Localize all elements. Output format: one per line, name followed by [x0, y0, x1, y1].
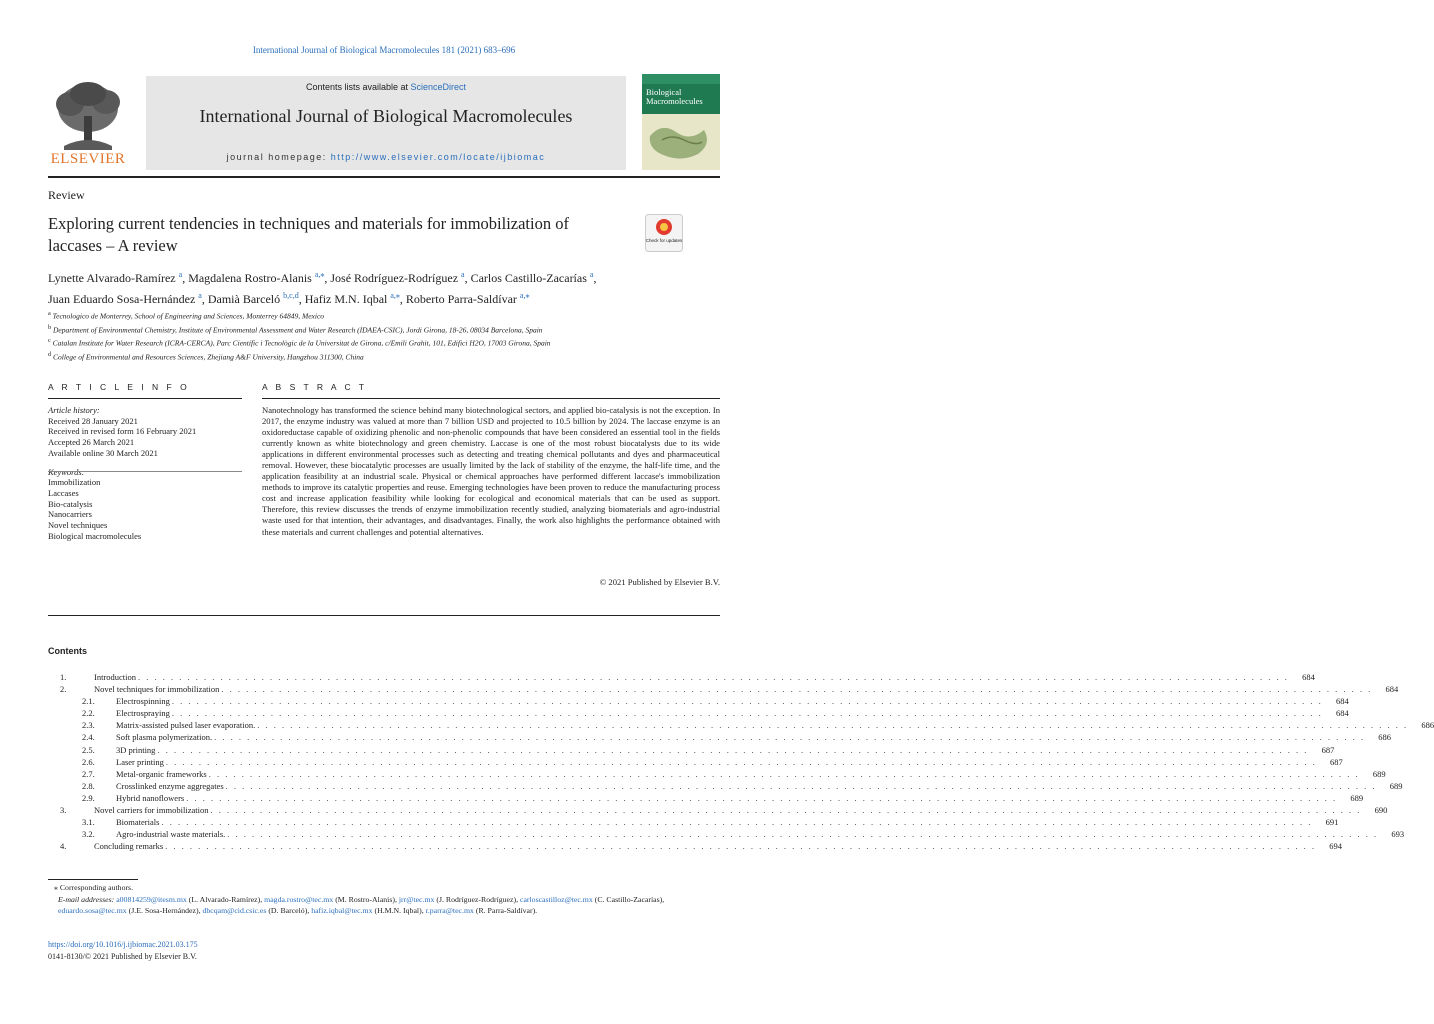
toc-leader-dots: . . . . . . . . . . . . . . . . . . . . . . . . . . . . . . . . . . . . . . . . . . . . . . . . . . . . . . . . . . . . . . . . . . . . . . . . . . . . . . . . . . . . . . . . . . . . . . . . . . . . . . . . . . . . . . . . . . . . . . . . . . . . . . . . . . . . . . . . . . . . [171, 696, 1323, 707]
toc-number: 2.3. [82, 720, 95, 731]
abstract-rule [262, 398, 720, 399]
article-info-rule [48, 398, 242, 399]
toc-label: Electrospraying [116, 708, 170, 719]
author-list: Lynette Alvarado-Ramírez $^a$, Magdalena Rostro-Alanis $^{a,⁎}$, José Rodríguez-Rodríguez $^a$, Carlos Castillo-Zacarías $^a$, Juan Eduardo Sosa-Hernández $^a$, Damià Barceló $^{b,c,d}$, Hafiz M.N. Iqbal $^{a,⁎}$, Roberto Parra-Saldívar $^{a,⁎}$ [48, 270, 597, 306]
affiliation-text: College of Environmental and Resources Sciences, Zhejiang A&F University, Hangzhou 311300, China [53, 352, 364, 361]
author-name[interactable]: Magdalena Rostro-Alanis [188, 271, 312, 285]
toc-page: 693 [1391, 829, 1405, 840]
toc-label: Concluding remarks [94, 841, 164, 852]
toc-page: 684 [1385, 684, 1399, 695]
history-label: Article history: [48, 405, 100, 415]
history-entry: Available online 30 March 2021 [48, 447, 158, 458]
toc-entry[interactable] [48, 695, 1349, 707]
email-link[interactable]: a00814259@itesm.mx [116, 894, 187, 904]
history-entry: Accepted 26 March 2021 [48, 437, 135, 448]
email-link[interactable]: carloscastilloz@tec.mx [519, 894, 593, 904]
keyword: Laccases [48, 487, 79, 498]
email-link[interactable]: jrr@tec.mx [398, 894, 435, 904]
toc-label: Laser printing [116, 756, 164, 767]
toc-number: 3. [60, 805, 67, 816]
affiliation-mark: c [48, 337, 51, 344]
toc-number: 3.2. [82, 829, 95, 840]
toc-entry[interactable] [48, 756, 1343, 768]
toc-leader-dots: . . . . . . . . . . . . . . . . . . . . . . . . . . . . . . . . . . . . . . . . . . . . . . . . . . . . . . . . . . . . . . . . . . . . . . . . . . . . . . . . . . . . . . . . . . . . . . . . . . . . . . . . . . . . . . . . . . . . . . . . . . . . . . . . . . . . . . . . . . . . [161, 817, 1313, 828]
toc-entry[interactable] [48, 744, 1335, 756]
affiliation-text: Tecnologico de Monterrey, School of Engineering and Sciences, Monterrey 64849, Mexico [52, 311, 325, 321]
author-name[interactable]: Lynette Alvarado-Ramírez [48, 271, 176, 285]
toc-number: 2.1. [82, 696, 95, 707]
check-for-updates-label: Check for updates [645, 238, 683, 243]
keyword: Immobilization [48, 477, 101, 488]
affiliation-text: Catalan Institute for Water Research (ICRA-CERCA), Parc Científic i Tecnològic de la Universitat de Girona, c/Emili Grahit, 101, Edifici H2O, 17003 Girona, Spain [52, 338, 551, 348]
toc-leader-dots: . . . . . . . . . . . . . . . . . . . . . . . . . . . . . . . . . . . . . . . . . . . . . . . . . . . . . . . . . . . . . . . . . . . . . . . . . . . . . . . . . . . . . . . . . . . . . . . . . . . . . . . . . . . . . . . . . . . . . . . . . . . . . . . . . . . . . . . . . . . . [165, 756, 1317, 767]
toc-page: 687 [1330, 756, 1343, 767]
author-affiliation-mark[interactable]: a,⁎ [519, 291, 530, 300]
toc-leader-dots: . . . . . . . . . . . . . . . . . . . . . . . . . . . . . . . . . . . . . . . . . . . . . . . . . . . . . . . . . . . . . . . . . . . . . . . . . . . . . . . . . . . . . . . . . . . . . . . . . . . . . . . . . . . . . . . . . . . . . . . . . . . . . . . . . . . . . . . . . . . . [165, 841, 1317, 852]
email-owner: (D. Barceló) [268, 906, 308, 915]
toc-page: 686 [1378, 732, 1391, 743]
email-link[interactable]: eduardo.sosa@tec.mx [58, 906, 127, 915]
toc-label: Novel techniques for immobilization [94, 684, 220, 695]
toc-leader-dots: . . . . . . . . . . . . . . . . . . . . . . . . . . . . . . . . . . . . . . . . . . . . . . . . . . . . . . . . . . . . . . . . . . . . . . . . . . . . . . . . . . . . . . . . . . . . . . . . . . . . . . . . . . . . . . . . . . . . . . . . . . . . . . . . . . . . . . . . . . . . [210, 805, 1362, 816]
author-name[interactable]: José Rodríguez-Rodríguez [330, 271, 459, 285]
email-owner: (C. Castillo-Zacarías) [594, 894, 663, 904]
toc-entry[interactable] [48, 683, 1399, 695]
header-rule [48, 176, 720, 178]
email-link[interactable]: dbcqam@cid.csic.es [202, 906, 267, 915]
toc-leader-dots: . . . . . . . . . . . . . . . . . . . . . . . . . . . . . . . . . . . . . . . . . . . . . . . . . . . . . . . . . . . . . . . . . . . . . . . . . . . . . . . . . . . . . . . . . . . . . . . . . . . . . . . . . . . . . . . . . . . . . . . . . . . . . . . . . . . . . . . . . . . . [227, 829, 1379, 840]
toc-label: 3D printing [116, 744, 156, 755]
history-entry: Received 28 January 2021 [48, 415, 138, 426]
toc-entry[interactable] [48, 671, 1315, 683]
journal-homepage: journal homepage: http://www.elsevier.com/locate/ijbiomac [226, 152, 546, 162]
contents-available: Contents lists available at ScienceDirect [305, 82, 467, 92]
toc-leader-dots: . . . . . . . . . . . . . . . . . . . . . . . . . . . . . . . . . . . . . . . . . . . . . . . . . . . . . . . . . . . . . . . . . . . . . . . . . . . . . . . . . . . . . . . . . . . . . . . . . . . . . . . . . . . . . . . . . . . . . . . . . . . . . . . . . . . . . . . . . . . . [208, 768, 1360, 779]
history-entry: Received in revised form 16 February 2021 [48, 426, 197, 437]
toc-entry[interactable] [48, 719, 1434, 731]
toc-number: 3.1. [82, 817, 95, 828]
email-link[interactable]: hafiz.iqbal@tec.mx [311, 906, 373, 915]
toc-page: 689 [1372, 768, 1386, 779]
toc-label: Hybrid nanoflowers [116, 792, 185, 803]
toc-label: Crosslinked enzyme aggregates [116, 780, 224, 791]
toc-label: Introduction [94, 672, 137, 682]
toc-number: 2.7. [82, 768, 95, 779]
toc-leader-dots: . . . . . . . . . . . . . . . . . . . . . . . . . . . . . . . . . . . . . . . . . . . . . . . . . . . . . . . . . . . . . . . . . . . . . . . . . . . . . . . . . . . . . . . . . . . . . . . . . . . . . . . . . . . . . . . . . . . . . . . . . . . . . . . . . . . . . . . . . . . . [157, 744, 1309, 755]
author-name[interactable]: Damià Barceló [207, 292, 281, 306]
toc-page: 686 [1421, 720, 1434, 731]
doi-link[interactable]: https://doi.org/10.1016/j.ijbiomac.2021.03.175 [48, 940, 198, 949]
keyword: Nanocarriers [48, 509, 92, 520]
corresponding-authors-note: ⁎ Corresponding authors. [54, 883, 134, 892]
journal-title: International Journal of Biological Macromolecules [199, 106, 573, 126]
affiliation-mark: a [48, 310, 51, 317]
toc-number: 2.8. [82, 780, 95, 791]
toc-page: 689 [1350, 792, 1364, 803]
section-rule [48, 615, 720, 616]
toc-entry[interactable] [48, 780, 1403, 792]
author-affiliation-mark[interactable]: a,⁎ [314, 270, 325, 279]
toc-label: Biomaterials [116, 817, 160, 828]
email-label: E-mail addresses: [58, 894, 117, 904]
toc-number: 2.9. [82, 792, 95, 803]
toc-page: 694 [1329, 841, 1343, 852]
email-addresses: E-mail addresses: a00814259@itesm.mx (L. Alvarado-Ramírez), magda.rostro@tec.mx (M. Rostro-Alanis), jrr@tec.mx (J. Rodríguez-Rodríguez), carloscastilloz@tec.mx (C. Castillo-Zacarías), eduardo.sosa@tec.mx (J.E. Sosa-Hernández), dbcqam@cid.csic.es (D. Barceló), hafiz.iqbal@tec.mx (H.M.N. Iqbal), r.parra@tec.mx (R. Parra-Saldívar). [58, 894, 665, 915]
author-affiliation-mark[interactable]: a [589, 270, 594, 279]
contents-title: Contents [48, 646, 87, 656]
affiliation [48, 349, 728, 363]
toc-label: Novel carriers for immobilization [94, 805, 209, 816]
toc-leader-dots: . . . . . . . . . . . . . . . . . . . . . . . . . . . . . . . . . . . . . . . . . . . . . . . . . . . . . . . . . . . . . . . . . . . . . . . . . . . . . . . . . . . . . . . . . . . . . . . . . . . . . . . . . . . . . . . . . . . . . . . . . . . . . . . . . . . . . . . . . . . . [225, 780, 1377, 791]
article-info-divider [48, 471, 242, 472]
keyword: Novel techniques [48, 520, 108, 531]
author-name[interactable]: Roberto Parra-Saldívar [405, 292, 517, 306]
toc-label: Soft plasma polymerization. [116, 732, 213, 743]
article-info-heading: A R T I C L E I N F O [48, 382, 190, 392]
email-link[interactable]: magda.rostro@tec.mx [264, 894, 334, 904]
toc-label: Matrix-assisted pulsed laser evaporation. [116, 720, 256, 731]
abstract-heading: A B S T R A C T [262, 382, 368, 392]
toc-page: 684 [1335, 696, 1349, 707]
issn-line: 0141-8130/© 2021 Published by Elsevier B.V. [48, 952, 197, 961]
toc-number: 2.2. [82, 708, 95, 719]
check-for-updates-icon[interactable] [645, 214, 683, 252]
toc-label: Agro-industrial waste materials. [116, 829, 226, 840]
toc-number: 4. [60, 841, 67, 852]
author-affiliation-mark[interactable]: a,⁎ [390, 291, 400, 300]
toc-leader-dots: . . . . . . . . . . . . . . . . . . . . . . . . . . . . . . . . . . . . . . . . . . . . . . . . . . . . . . . . . . . . . . . . . . . . . . . . . . . . . . . . . . . . . . . . . . . . . . . . . . . . . . . . . . . . . . . . . . . . . . . . . . . . . . . . . . . . . . . . . . . . [221, 684, 1373, 695]
cover-title: Biological Macromolecules [646, 87, 703, 106]
toc-number: 2. [60, 684, 67, 695]
abstract-text: Nanotechnology has transformed the science behind many biotechnological sectors, and applied bio-catalysis is not the exception. In 2017, the enzyme industry was valued at more than 7 billion USD and projected to 10.5 billion by 2024. The laccase enzyme is an oxidoreductase capable of oxidizing phenolic and non-phenolic compounds that have been considered an essential tool in the fields currently known as white biotechnology and green chemistry. Laccase is one of the most robust biocatalysts due to its wide applications in different environmental processes such as detecting and treating chemical pollutants and dyes and pharmaceutical removal. However, these biocatalytic processes are usually limited by the lack of stability of the enzyme, the half-life time, and the application feasibility at an industrial scale. Physical or chemical approaches have performed different laccase's immobilization methods to improve its catalytic properties and reuse. Emerging technologies have been proven to reduce the manufacturing process cost and increase application feasibility while looking for ecological and economical materials that can be used as support. Therefore, this review discusses the trends of enzyme immobilization recently studied, analyzing biomaterials and agro-industrial waste used for that intention, their advantages, and disadvantages. Finally, the work also highlights the performance obtained with these materials and current challenges and potential alternatives. [262, 405, 720, 537]
toc-page: 690 [1374, 805, 1388, 816]
elsevier-wordmark: ELSEVIER [50, 151, 126, 167]
affiliation-mark: d [48, 350, 52, 358]
affiliation-list [48, 308, 728, 362]
email-owner: (H.M.N. Iqbal) [374, 906, 422, 915]
toc-entry[interactable] [48, 828, 1405, 840]
toc-number: 2.4. [82, 732, 95, 743]
affiliation [48, 308, 728, 322]
toc-entry[interactable] [48, 768, 1386, 780]
toc-page: 684 [1335, 708, 1349, 719]
article-info [48, 405, 242, 541]
email-owner: (M. Rostro-Alanis) [335, 894, 395, 904]
author-name[interactable]: Carlos Castillo-Zacarías [470, 271, 587, 285]
author-affiliation-mark[interactable]: b,c,d [283, 291, 299, 300]
toc-leader-dots: . . . . . . . . . . . . . . . . . . . . . . . . . . . . . . . . . . . . . . . . . . . . . . . . . . . . . . . . . . . . . . . . . . . . . . . . . . . . . . . . . . . . . . . . . . . . . . . . . . . . . . . . . . . . . . . . . . . . . . . . . . . . . . . . . . . . . . . . . . . . [186, 792, 1338, 803]
article-title: Exploring current tendencies in techniques and materials for immobilization of laccases – A review [48, 214, 569, 255]
author-name[interactable]: Juan Eduardo Sosa-Hernández [48, 292, 196, 306]
toc-entry[interactable] [48, 792, 1364, 804]
email-owner: (L. Alvarado-Ramírez) [188, 894, 261, 904]
affiliation-text: Department of Environmental Chemistry, Institute of Environmental Assessment and Water Research (IDAEA-CSIC), Jordi Girona, 18-26, 08034 Barcelona, Spain [53, 325, 543, 334]
affiliation [48, 335, 728, 349]
toc-leader-dots: . . . . . . . . . . . . . . . . . . . . . . . . . . . . . . . . . . . . . . . . . . . . . . . . . . . . . . . . . . . . . . . . . . . . . . . . . . . . . . . . . . . . . . . . . . . . . . . . . . . . . . . . . . . . . . . . . . . . . . . . . . . . . . . . . . . . . . . . . . . . [138, 672, 1289, 682]
toc-page: 691 [1325, 817, 1339, 828]
toc-page: 687 [1321, 744, 1335, 755]
toc-entry[interactable] [48, 840, 1343, 852]
toc-label: Electrospinning [116, 696, 170, 707]
toc-number: 2.5. [82, 744, 95, 755]
homepage-link[interactable]: http://www.elsevier.com/locate/ijbiomac [330, 152, 546, 162]
keyword: Biological macromolecules [48, 530, 142, 541]
abstract-copyright: © 2021 Published by Elsevier B.V. [599, 577, 720, 587]
toc-page: 684 [1302, 672, 1315, 682]
footnote-rule [48, 879, 138, 880]
author-affiliation-mark[interactable]: a [461, 270, 465, 279]
author-name[interactable]: Hafiz M.N. Iqbal [304, 292, 388, 306]
article-type: Review [48, 188, 85, 202]
author-affiliation-mark[interactable]: a [178, 270, 183, 279]
journal-citation-link[interactable]: International Journal of Biological Macromolecules 181 (2021) 683–696 [252, 45, 516, 55]
toc-number: 2.6. [82, 756, 95, 767]
toc-entry[interactable] [48, 804, 1388, 816]
toc-leader-dots: . . . . . . . . . . . . . . . . . . . . . . . . . . . . . . . . . . . . . . . . . . . . . . . . . . . . . . . . . . . . . . . . . . . . . . . . . . . . . . . . . . . . . . . . . . . . . . . . . . . . . . . . . . . . . . . . . . . . . . . . . . . . . . . . . . . . . . . . . . . . [257, 720, 1409, 731]
footnotes [48, 882, 728, 917]
author-affiliation-mark[interactable]: a [198, 291, 202, 300]
toc-entry[interactable] [48, 731, 1391, 743]
toc-leader-dots: . . . . . . . . . . . . . . . . . . . . . . . . . . . . . . . . . . . . . . . . . . . . . . . . . . . . . . . . . . . . . . . . . . . . . . . . . . . . . . . . . . . . . . . . . . . . . . . . . . . . . . . . . . . . . . . . . . . . . . . . . . . . . . . . . . . . . . . . . . . . [171, 708, 1323, 719]
toc-number: 1. [60, 672, 67, 682]
keyword: Bio-catalysis [48, 498, 93, 509]
email-owner: (J. Rodríguez-Rodríguez) [436, 894, 517, 904]
toc-leader-dots: . . . . . . . . . . . . . . . . . . . . . . . . . . . . . . . . . . . . . . . . . . . . . . . . . . . . . . . . . . . . . . . . . . . . . . . . . . . . . . . . . . . . . . . . . . . . . . . . . . . . . . . . . . . . . . . . . . . . . . . . . . . . . . . . . . . . . . . . . . . . [214, 732, 1365, 743]
toc-label: Metal-organic frameworks [116, 768, 207, 779]
email-owner: (R. Parra-Saldívar). [475, 906, 538, 915]
table-of-contents [48, 671, 1434, 852]
email-owner: (J.E. Sosa-Hernández) [128, 906, 199, 915]
sciencedirect-link[interactable]: ScienceDirect [410, 82, 467, 92]
affiliation-mark: b [48, 323, 52, 331]
toc-page: 689 [1389, 780, 1403, 791]
affiliation [48, 322, 728, 336]
email-link[interactable]: r.parra@tec.mx [425, 906, 474, 915]
journal-cover-icon[interactable] [642, 74, 720, 170]
toc-entry[interactable] [48, 816, 1339, 828]
toc-entry[interactable] [48, 707, 1349, 719]
